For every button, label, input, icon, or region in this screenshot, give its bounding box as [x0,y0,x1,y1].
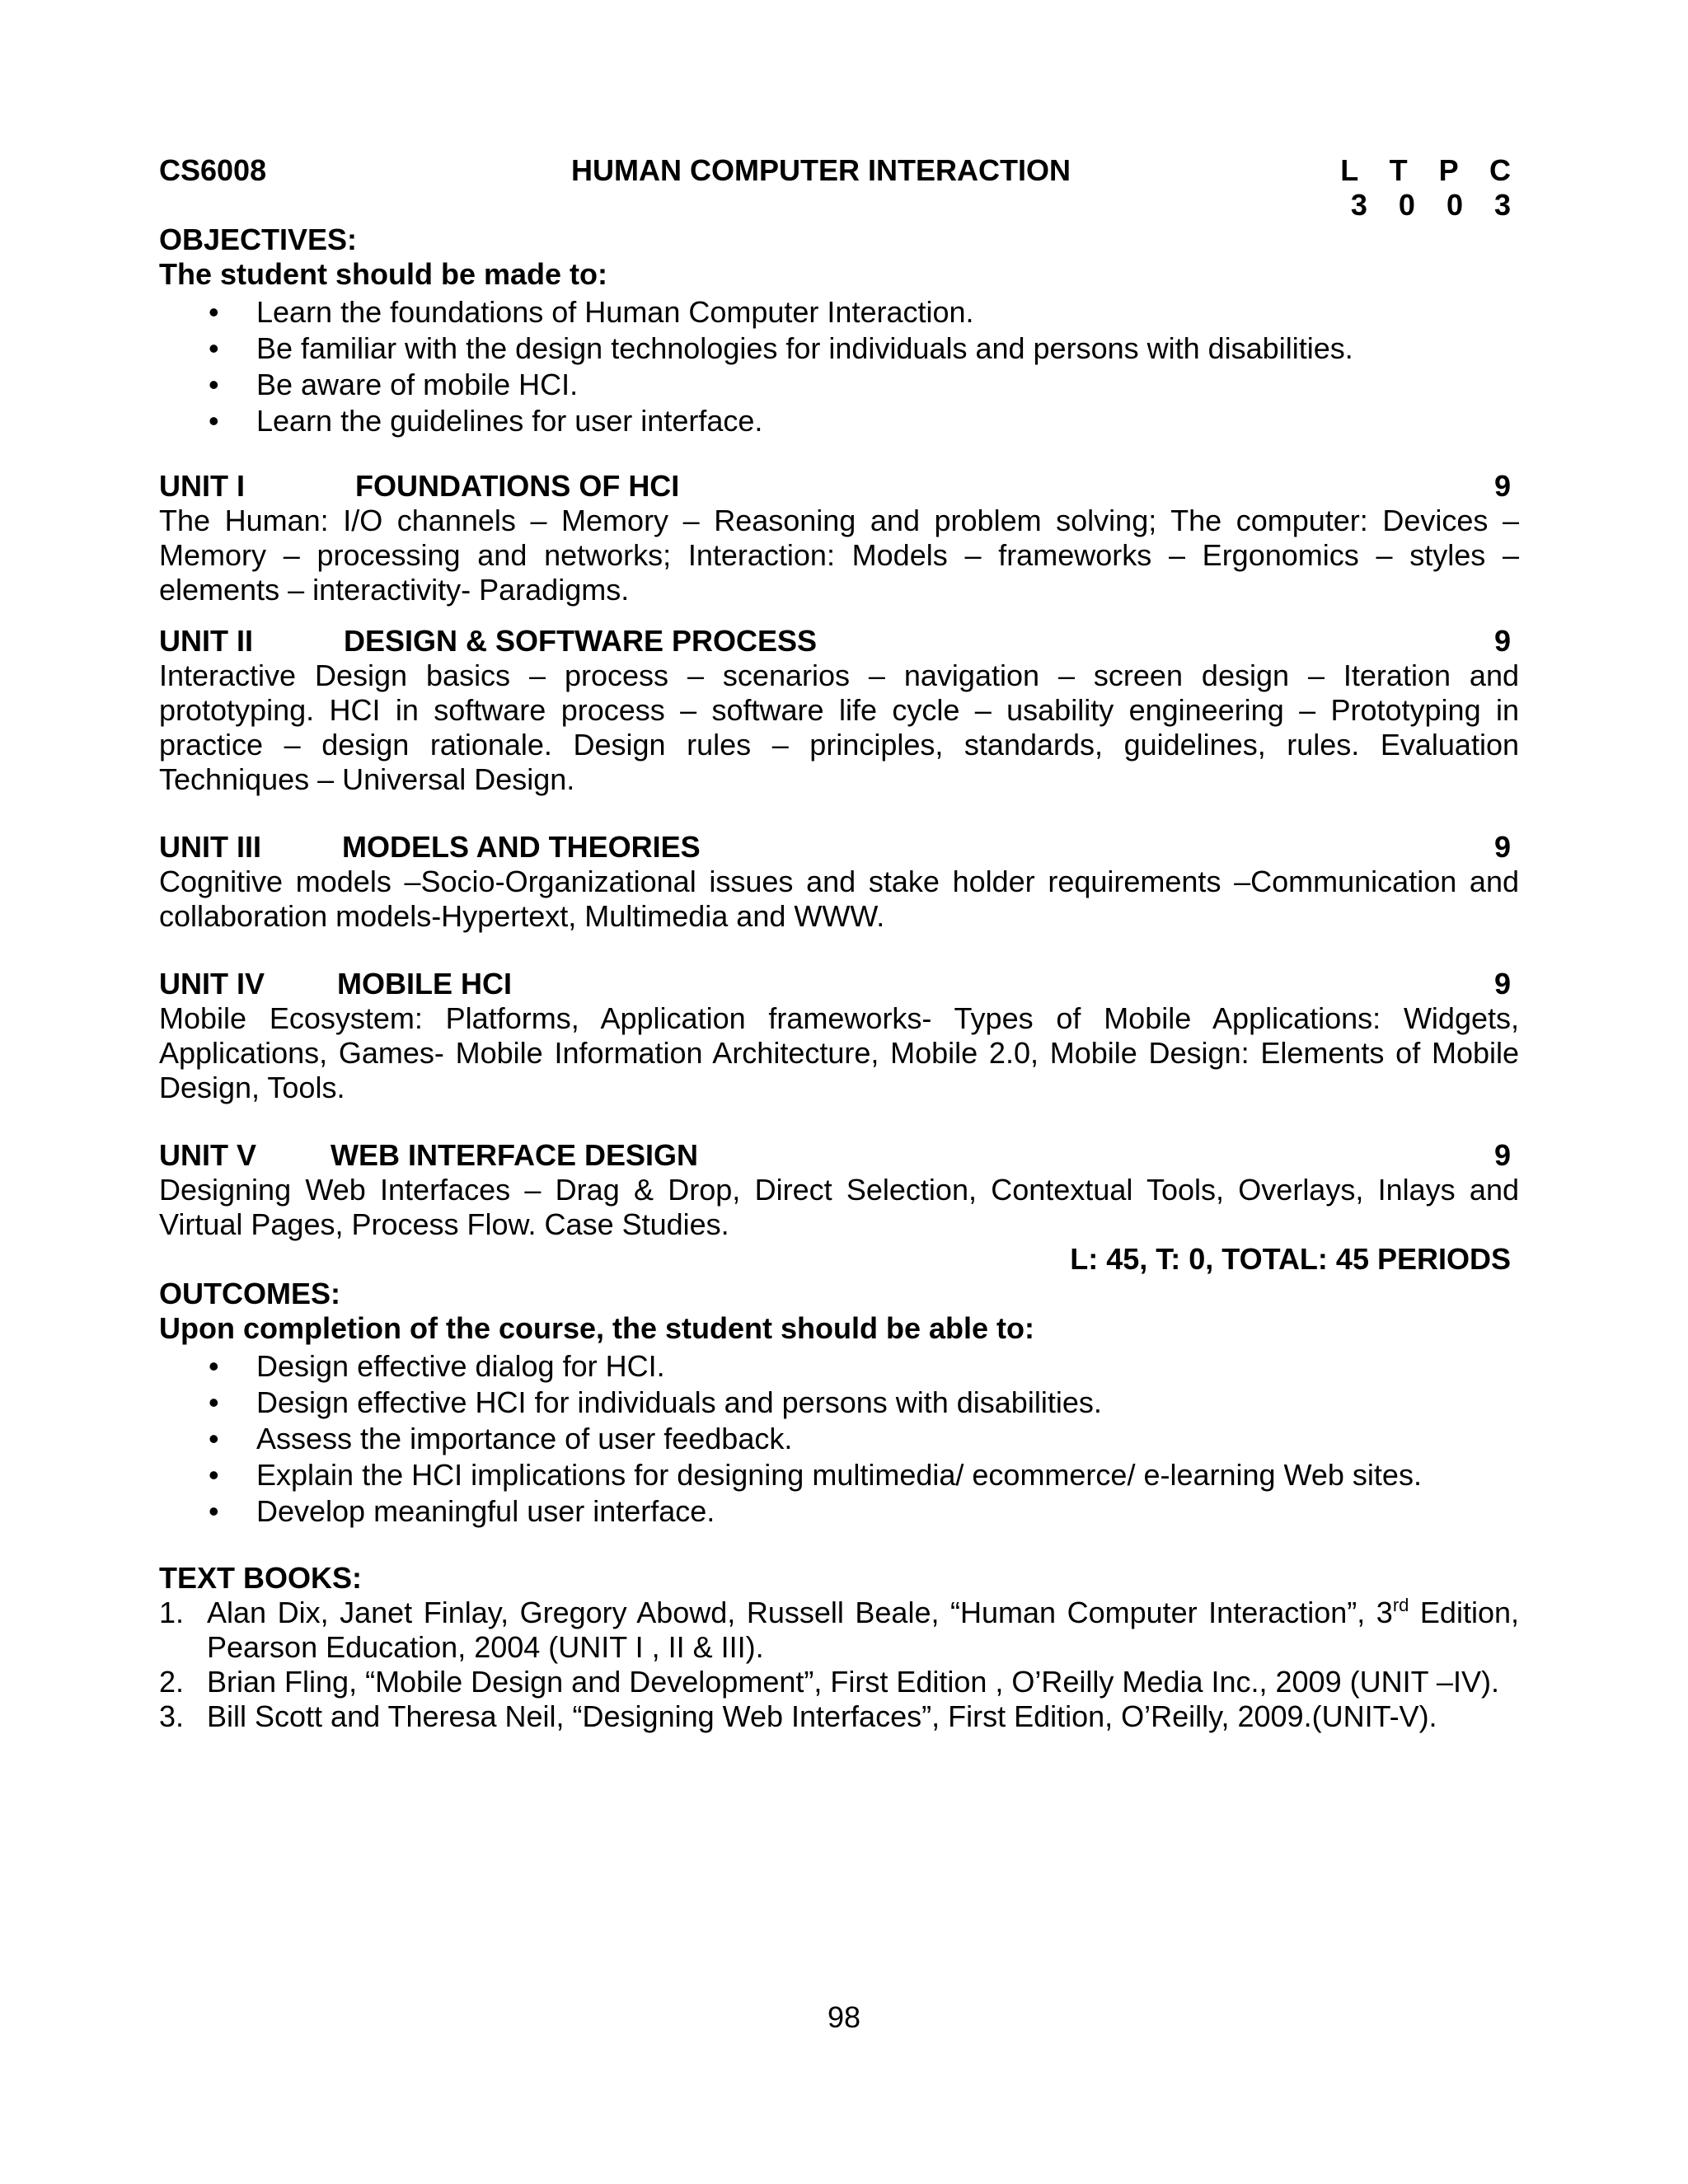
textbooks-section [159,1561,1519,1734]
list-item: • Explain the HCI implications for designing multimedia/ ecommerce/ e-learning Web sites. [209,1457,1519,1493]
unit-title: DESIGN & SOFTWARE PROCESS [344,624,818,658]
list-item: • Design effective HCI for individuals and persons with disabilities. [209,1385,1519,1421]
list-item: • Develop meaningful user interface. [209,1493,1519,1530]
objectives-list [159,294,1519,439]
superscript: rd [1392,1595,1409,1615]
unit-header [159,624,1519,658]
unit-header [159,967,1519,1001]
unit-title: MOBILE HCI [337,967,512,1001]
unit-4-section [159,967,1519,1105]
unit-title: MODELS AND THEORIES [342,830,701,864]
list-item: • Be aware of mobile HCI. [209,367,1519,403]
unit-title: WEB INTERFACE DESIGN [331,1138,699,1172]
unit-3-section [159,830,1519,934]
unit-header [159,830,1519,865]
unit-hours: 9 [1493,830,1511,864]
list-number: 3. [159,1699,185,1733]
unit-name: UNIT II [159,624,253,658]
textbooks-heading: TEXT BOOKS: [159,1561,363,1595]
unit-name: UNIT IV [159,967,265,1001]
unit-title: FOUNDATIONS OF HCI [355,469,680,503]
unit-hours: 9 [1493,1138,1511,1172]
unit-content: Mobile Ecosystem: Platforms, Application frameworks- Types of Mobile Applications: Widgets, Applications, Games- Mobile Information Architecture, Mobile 2.0, Mobile Design: Elements of Mobile Design, Tools. [159,1001,1519,1104]
total-periods: L: 45, T: 0, TOTAL: 45 PERIODS [1070,1242,1511,1276]
list-number: 1. [159,1596,185,1629]
list-item: • Assess the importance of user feedback. [209,1421,1519,1457]
book-citation: Bill Scott and Theresa Neil, “Designing Web Interfaces”, First Edition, O’Reilly, 2009.(UNIT-V). [207,1699,1437,1733]
ltpc-labels: L T P C [1340,153,1522,187]
unit-name: UNIT V [159,1138,257,1172]
outcomes-list [159,1348,1519,1530]
unit-5-section [159,1138,1519,1242]
list-item [159,1596,1519,1665]
list-item: • Learn the guidelines for user interface. [209,403,1519,439]
objectives-section [159,223,1519,439]
course-code: CS6008 [159,153,267,187]
list-item [159,1699,1519,1734]
textbooks-list [159,1596,1519,1734]
unit-header [159,469,1519,504]
list-item: • Be familiar with the design technologies for individuals and persons with disabilities. [209,330,1519,367]
page-number: 98 [827,2000,861,2034]
unit-2-section [159,624,1519,797]
list-number: 2. [159,1665,185,1699]
objectives-intro: The student should be made to: [159,257,608,291]
list-item [159,1665,1519,1699]
unit-content: Designing Web Interfaces – Drag & Drop, Direct Selection, Contextual Tools, Overlays, Inlays and Virtual Pages, Process Flow. Case Studies. [159,1173,1519,1241]
list-item: • Learn the foundations of Human Computer Interaction. [209,294,1519,330]
book-citation: Brian Fling, “Mobile Design and Development”, First Edition , O’Reilly Media Inc., 2009 (UNIT –IV). [207,1665,1499,1699]
unit-name: UNIT I [159,469,245,503]
book-citation: Alan Dix, Janet Finlay, Gregory Abowd, Russell Beale, “Human Computer Interaction”, 3 [207,1596,1393,1629]
course-header [159,153,1522,188]
unit-hours: 9 [1493,469,1511,503]
unit-content: The Human: I/O channels – Memory – Reasoning and problem solving; The computer: Devices – Memory – processing and networks; Interaction: Models – frameworks – Ergonomics – styles – elements – interactivity- Paradigms. [159,504,1519,607]
unit-content: Interactive Design basics – process – scenarios – navigation – screen design – Iteration and prototyping. HCI in software process – software life cycle – usability engineering – Prototyping in practice – design rationale. Design rules – principles, standards, guidelines, rules. Evaluation Techniques – Universal Design. [159,658,1519,796]
unit-name: UNIT III [159,830,261,864]
ltpc-values: 3 0 0 3 [1350,188,1522,222]
unit-content: Cognitive models –Socio-Organizational issues and stake holder requirements –Communication and collaboration models-Hypertext, Multimedia and WWW. [159,865,1519,933]
course-title: HUMAN COMPUTER INTERACTION [571,153,1071,187]
unit-hours: 9 [1493,967,1511,1001]
unit-hours: 9 [1493,624,1511,658]
list-item: • Design effective dialog for HCI. [209,1348,1519,1385]
outcomes-section [159,1277,1519,1530]
outcomes-intro: Upon completion of the course, the student should be able to: [159,1311,1035,1345]
unit-1-section [159,469,1519,607]
ltpc-values-row [159,188,1522,223]
syllabus-page [159,153,1522,1734]
objectives-heading: OBJECTIVES: [159,223,358,256]
unit-header [159,1138,1519,1173]
book-citation-cont: Edition, Pearson Education, 2004 (UNIT I , II & III). [207,1596,1520,1664]
outcomes-heading: OUTCOMES: [159,1277,340,1310]
